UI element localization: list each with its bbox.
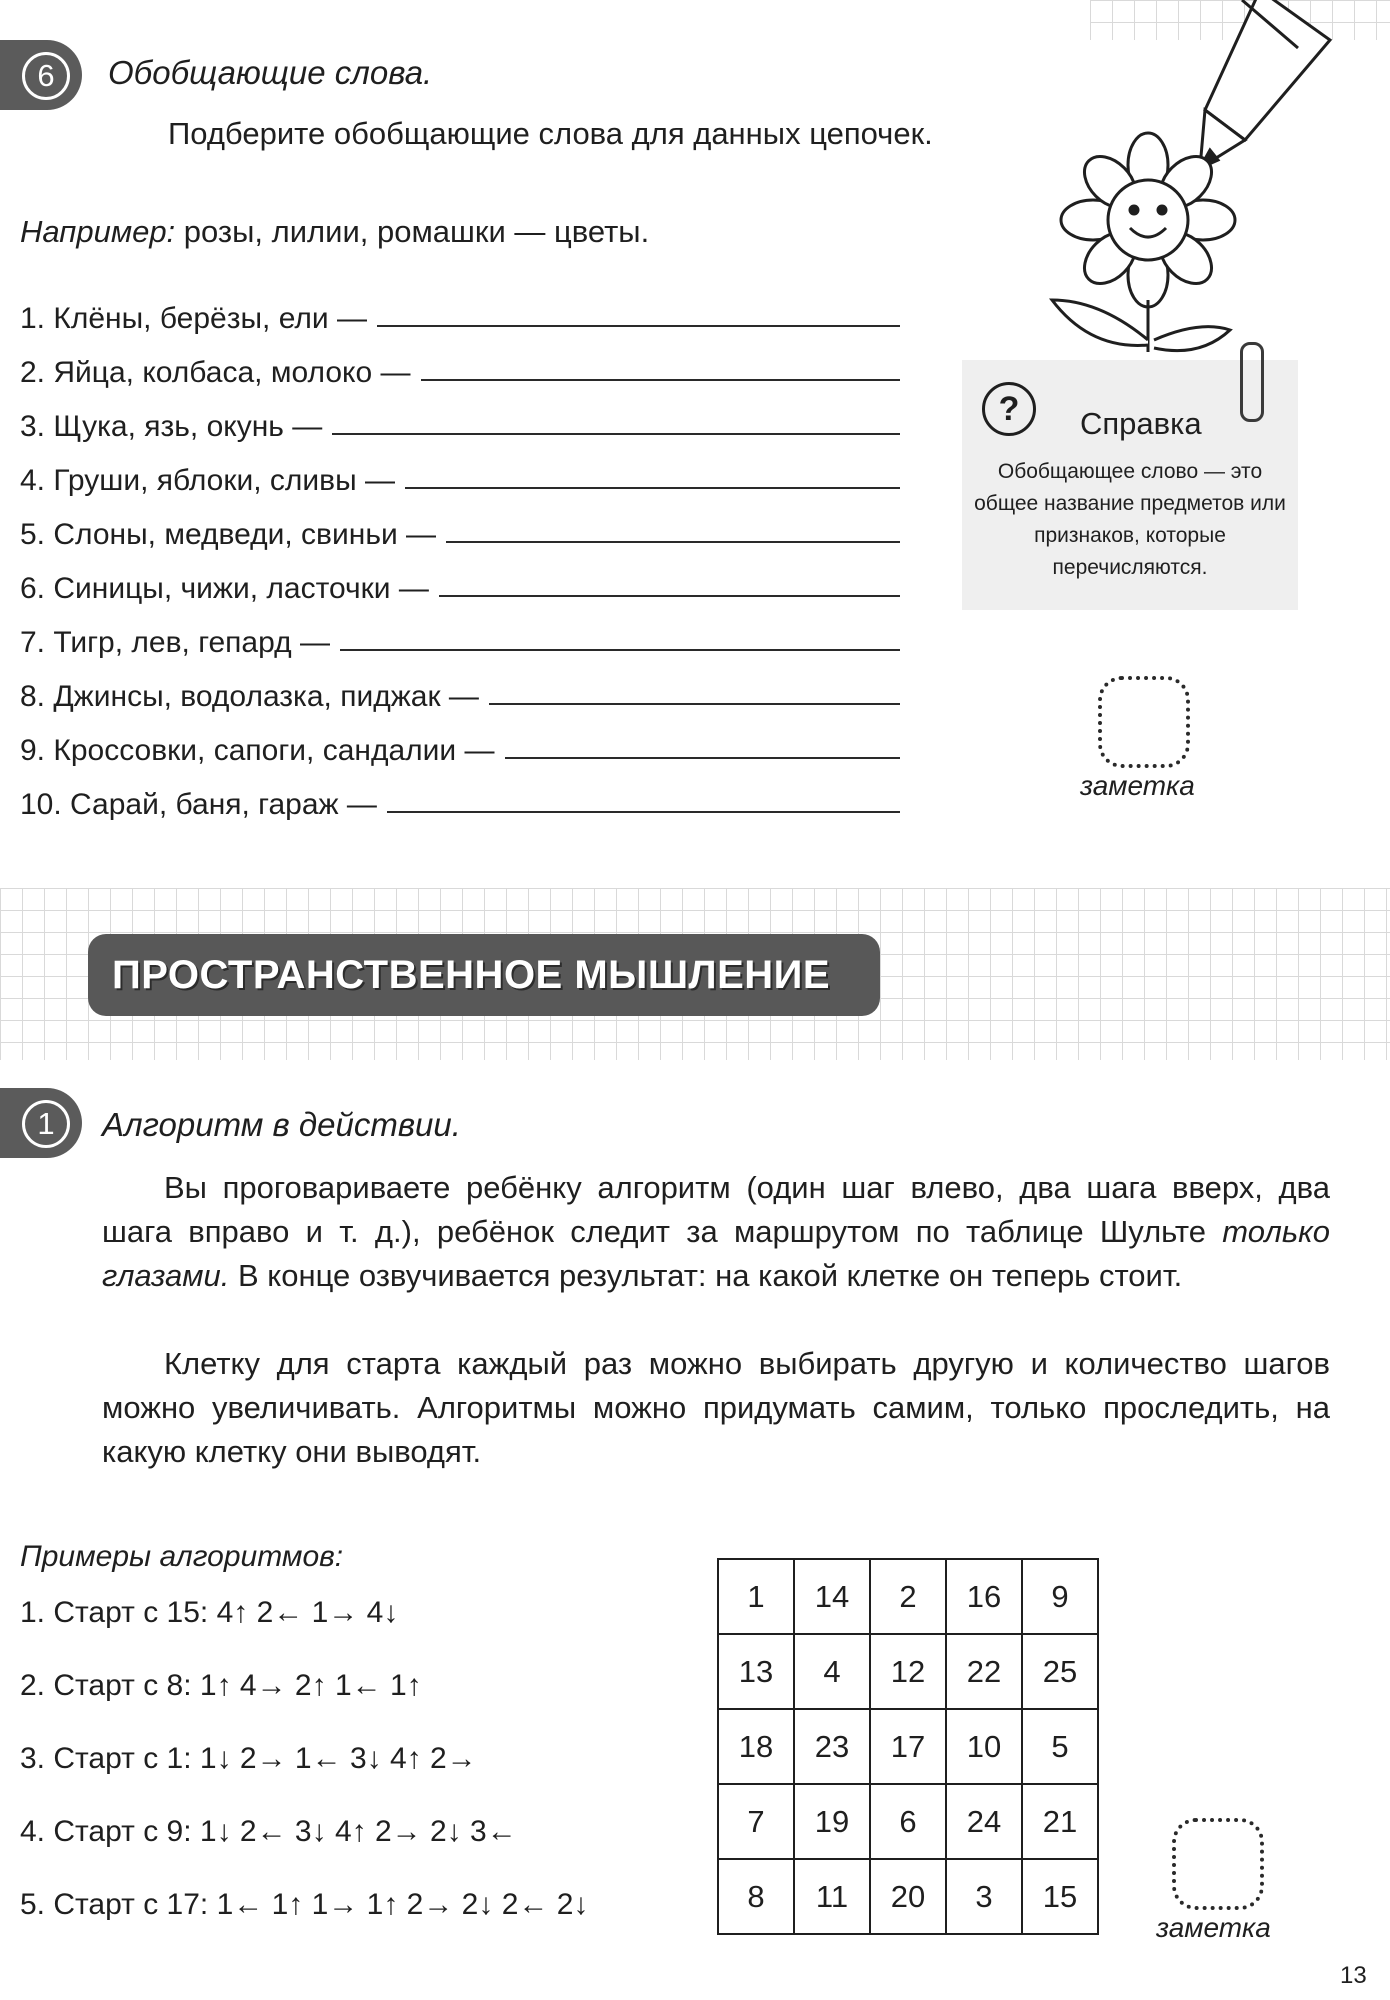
schulte-table <box>717 1558 1099 1935</box>
exercise-item <box>20 606 900 660</box>
table-cell: 22 <box>946 1634 1022 1709</box>
exercise-instruction: Подберите обобщающие слова для данных цепочек. <box>168 116 933 151</box>
reference-box <box>962 360 1298 610</box>
answer-line[interactable] <box>421 379 901 381</box>
table-cell: 17 <box>870 1709 946 1784</box>
exercise-number: 6 <box>22 52 70 100</box>
table-cell: 23 <box>794 1709 870 1784</box>
table-cell: 21 <box>1022 1784 1098 1859</box>
table-cell: 24 <box>946 1784 1022 1859</box>
flower-icon <box>1052 133 1235 352</box>
exercise-title: Обобщающие слова. <box>108 54 433 91</box>
reference-title: Справка <box>1080 406 1202 441</box>
algorithm-list <box>20 1596 680 1961</box>
paragraph-emphasis: только глазами. <box>102 1214 1330 1293</box>
table-cell: 16 <box>946 1559 1022 1634</box>
table-cell: 9 <box>1022 1559 1098 1634</box>
answer-line[interactable] <box>332 433 900 435</box>
answer-line[interactable] <box>405 487 900 489</box>
note-box[interactable] <box>1098 676 1190 768</box>
answer-line[interactable] <box>387 811 900 813</box>
exercise-item-label: 8. Джинсы, водолазка, пиджак — <box>20 680 479 713</box>
exercise-item <box>20 714 900 768</box>
examples-title: Примеры алгоритмов: <box>20 1540 344 1573</box>
table-cell: 20 <box>870 1859 946 1934</box>
answer-line[interactable] <box>340 649 900 651</box>
table-row <box>718 1559 1098 1634</box>
table-cell: 8 <box>718 1859 794 1934</box>
table-cell: 25 <box>1022 1634 1098 1709</box>
answer-line[interactable] <box>489 703 900 705</box>
exercise-list <box>20 282 900 822</box>
table-cell: 1 <box>718 1559 794 1634</box>
exercise-item <box>20 498 900 552</box>
instruction-paragraph <box>102 1166 1330 1298</box>
table-cell: 11 <box>794 1859 870 1934</box>
exercise-item-label: 1. Клёны, берёзы, ели — <box>20 302 367 335</box>
answer-line[interactable] <box>446 541 900 543</box>
table-cell: 6 <box>870 1784 946 1859</box>
paragraph-text: Клетку для старта каждый раз можно выбирать другую и количество шагов можно увеличивать. Алгоритмы можно придумать самим, только проследить, на какую клетку они выводят. <box>102 1346 1330 1469</box>
table-cell: 18 <box>718 1709 794 1784</box>
table-cell: 5 <box>1022 1709 1098 1784</box>
table-row <box>718 1859 1098 1934</box>
exercise-item <box>20 660 900 714</box>
example-label: Например: <box>20 214 176 249</box>
table-cell: 7 <box>718 1784 794 1859</box>
instruction-paragraph <box>102 1342 1330 1474</box>
table-row <box>718 1709 1098 1784</box>
answer-line[interactable] <box>505 757 901 759</box>
paperclip-icon <box>1240 342 1264 422</box>
example-text: розы, лилии, ромашки — цветы. <box>175 214 650 249</box>
exercise-number-tab <box>0 40 82 110</box>
exercise-item-label: 2. Яйца, колбаса, молоко — <box>20 356 411 389</box>
table-row <box>718 1784 1098 1859</box>
table-cell: 4 <box>794 1634 870 1709</box>
exercise-item <box>20 552 900 606</box>
exercise-title: Алгоритм в действии. <box>102 1106 461 1143</box>
algorithm-item: 2. Старт с 8: 1↑ 4→ 2↑ 1← 1↑ <box>20 1669 422 1702</box>
exercise-item <box>20 282 900 336</box>
question-icon: ? <box>982 382 1036 436</box>
note-label: заметка <box>1080 770 1195 801</box>
exercise-number-tab <box>0 1088 82 1158</box>
algorithm-item: 5. Старт с 17: 1← 1↑ 1→ 1↑ 2→ 2↓ 2← 2↓ <box>20 1888 589 1921</box>
example-line <box>20 214 649 250</box>
category-banner <box>88 934 880 1016</box>
exercise-item-label: 4. Груши, яблоки, сливы — <box>20 464 396 497</box>
table-cell: 13 <box>718 1634 794 1709</box>
note-label: заметка <box>1156 1912 1271 1943</box>
table-row <box>718 1634 1098 1709</box>
table-cell: 3 <box>946 1859 1022 1934</box>
note-box[interactable] <box>1172 1818 1264 1910</box>
flower-pencil-illustration <box>1030 0 1390 360</box>
algorithm-item: 3. Старт с 1: 1↓ 2→ 1← 3↓ 4↑ 2→ <box>20 1742 477 1775</box>
pencil-icon <box>1200 0 1330 168</box>
table-cell: 2 <box>870 1559 946 1634</box>
exercise-item-label: 7. Тигр, лев, гепард — <box>20 626 330 659</box>
answer-line[interactable] <box>377 325 900 327</box>
category-banner-text: ПРОСТРАНСТВЕННОЕ МЫШЛЕНИЕ <box>112 952 831 997</box>
exercise-item-label: 10. Сарай, баня, гараж — <box>20 788 377 821</box>
algorithm-item: 4. Старт с 9: 1↓ 2← 3↓ 4↑ 2→ 2↓ 3← <box>20 1815 517 1848</box>
table-cell: 19 <box>794 1784 870 1859</box>
table-cell: 12 <box>870 1634 946 1709</box>
exercise-number: 1 <box>22 1100 70 1148</box>
exercise-item-label: 3. Щука, язь, окунь — <box>20 410 323 443</box>
answer-line[interactable] <box>439 595 900 597</box>
exercise-item-label: 9. Кроссовки, сапоги, сандалии — <box>20 734 495 767</box>
exercise-item <box>20 444 900 498</box>
table-cell: 14 <box>794 1559 870 1634</box>
exercise-item-label: 6. Синицы, чижи, ласточки — <box>20 572 429 605</box>
table-cell: 15 <box>1022 1859 1098 1934</box>
paragraph-text: В конце озвучивается результат: на какой клетке он теперь стоит. <box>229 1258 1183 1293</box>
exercise-item-label: 5. Слоны, медведи, свиньи — <box>20 518 437 551</box>
reference-text: Обобщающее слово — это общее название предметов или признаков, которые перечисляются. <box>974 460 1286 579</box>
table-cell: 10 <box>946 1709 1022 1784</box>
exercise-item <box>20 768 900 822</box>
exercise-item <box>20 390 900 444</box>
paragraph-text: Вы проговариваете ребёнку алгоритм (один шаг влево, два шага вверх, два шага вправо и т. д.), ребёнок следит за маршрутом по таблице Шульте <box>102 1170 1330 1249</box>
algorithm-item: 1. Старт с 15: 4↑ 2← 1→ 4↓ <box>20 1596 399 1629</box>
page-number: 13 <box>1340 1962 1367 1989</box>
exercise-item <box>20 336 900 390</box>
